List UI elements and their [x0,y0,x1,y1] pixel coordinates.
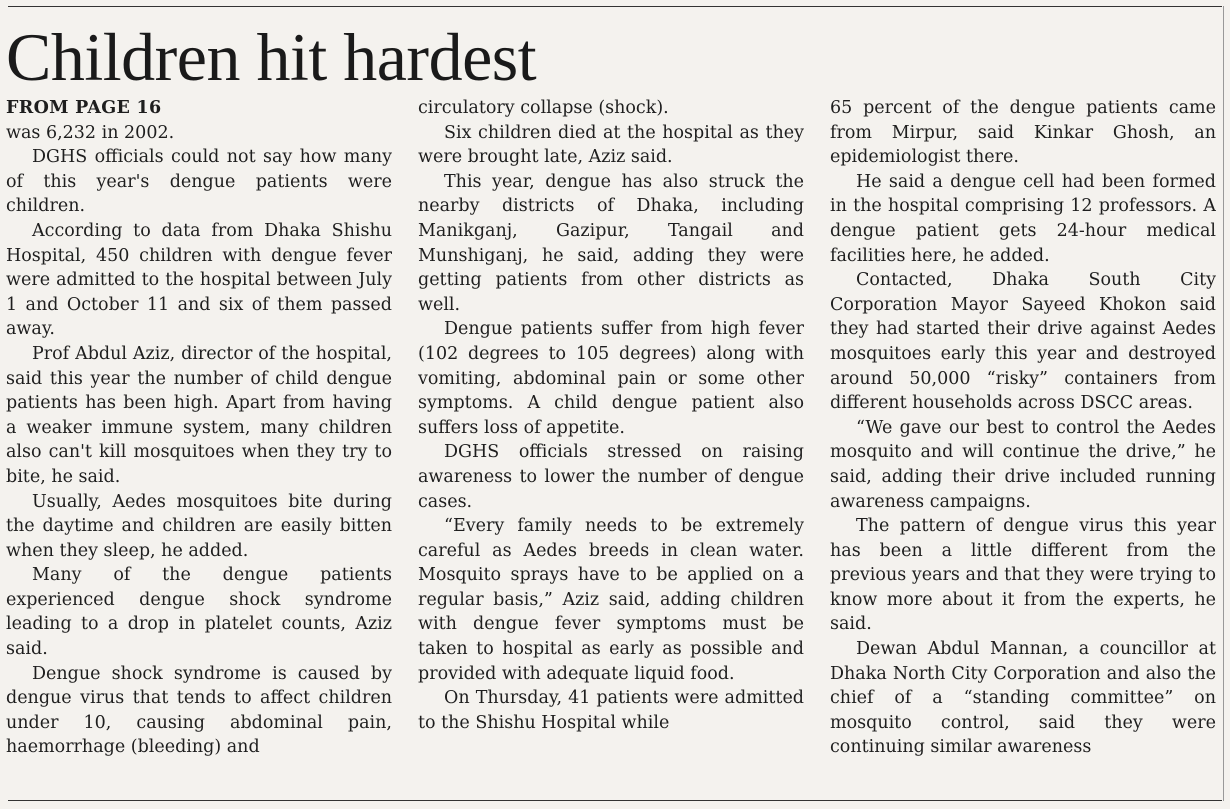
paragraph: was 6,232 in 2002. [6,122,175,143]
continued-from-label: FROM PAGE 16 [6,98,162,118]
paragraph: Many of the dengue patients experienced dengue shock syndrome leading to a drop in platelet counts, Aziz said. [6,565,392,660]
paragraph: “We gave our best to control the Aedes mosquito and will continue the drive,” he said, adding their drive included running awareness campaigns. [830,417,1216,512]
paragraph: Usually, Aedes mosquitoes bite during the daytime and children are easily bitten when they sleep, he added. [6,491,392,561]
paragraph: DGHS officials stressed on raising awareness to lower the number of dengue cases. [418,442,804,512]
article-body [6,96,1218,791]
article-column-2 [418,96,804,791]
paragraph: Dengue patients suffer from high fever (102 degrees to 105 degrees) along with vomiting, abdominal pain or some other symptoms. A child dengue patient also suffers loss of appetite. [418,319,804,438]
paragraph: circulatory collapse (shock). [418,98,669,118]
paragraph: 65 percent of the dengue patients came from Mirpur, said Kinkar Ghosh, an epidemiologist there. [830,98,1216,168]
paragraph: DGHS officials could not say how many of this year's dengue patients were children. [6,147,392,217]
paragraph: Contacted, Dhaka South City Corporation Mayor Sayeed Khokon said they had started their drive against Aedes mosquitoes early this year and destroyed around 50,000 “risky” containers from different households across DSCC areas. [830,270,1216,414]
bottom-rule [8,800,1222,801]
paragraph: This year, dengue has also struck the nearby districts of Dhaka, including Manikganj, Gazipur, Tangail and Munshiganj, he said, adding they were getting patients from other districts as well. [418,171,804,315]
article-column-3 [830,96,1216,791]
top-rule [8,6,1222,7]
paragraph: Dengue shock syndrome is caused by dengue virus that tends to affect children under 10, causing abdominal pain, haemorrhage (bleeding) and [6,663,392,758]
paragraph: According to data from Dhaka Shishu Hospital, 450 children with dengue fever were admitted to the hospital between July 1 and October 11 and six of them passed away. [6,220,392,340]
paragraph: “Every family needs to be extremely careful as Aedes breeds in clean water. Mosquito sprays have to be applied on a regular basis,” Aziz said, adding children with dengue fever symptoms must be taken to hospital as early as possible and provided with adequate liquid food. [418,516,804,684]
paragraph: Dewan Abdul Mannan, a councillor at Dhaka North City Corporation and also the chief of a “standing committee” on mosquito control, said they were continuing similar awareness [830,639,1216,758]
paragraph: Six children died at the hospital as they were brought late, Aziz said. [418,122,804,168]
article-column-1 [6,96,392,791]
headline: Children hit hardest [6,19,537,95]
paragraph: He said a dengue cell had been formed in the hospital comprising 12 professors. A dengue patient gets 24-hour medical facilities here, he added. [830,171,1216,266]
right-rule [1223,6,1224,801]
paragraph: The pattern of dengue virus this year has been a little different from the previous years and that they were trying to know more about it from the experts, he said. [830,516,1216,635]
paragraph: Prof Abdul Aziz, director of the hospital, said this year the number of child dengue patients has been high. Apart from having a weaker immune system, many children also can't kill mosquitoes when they try to bite, he said. [6,343,392,487]
paragraph: On Thursday, 41 patients were admitted to the Shishu Hospital while [418,688,804,733]
